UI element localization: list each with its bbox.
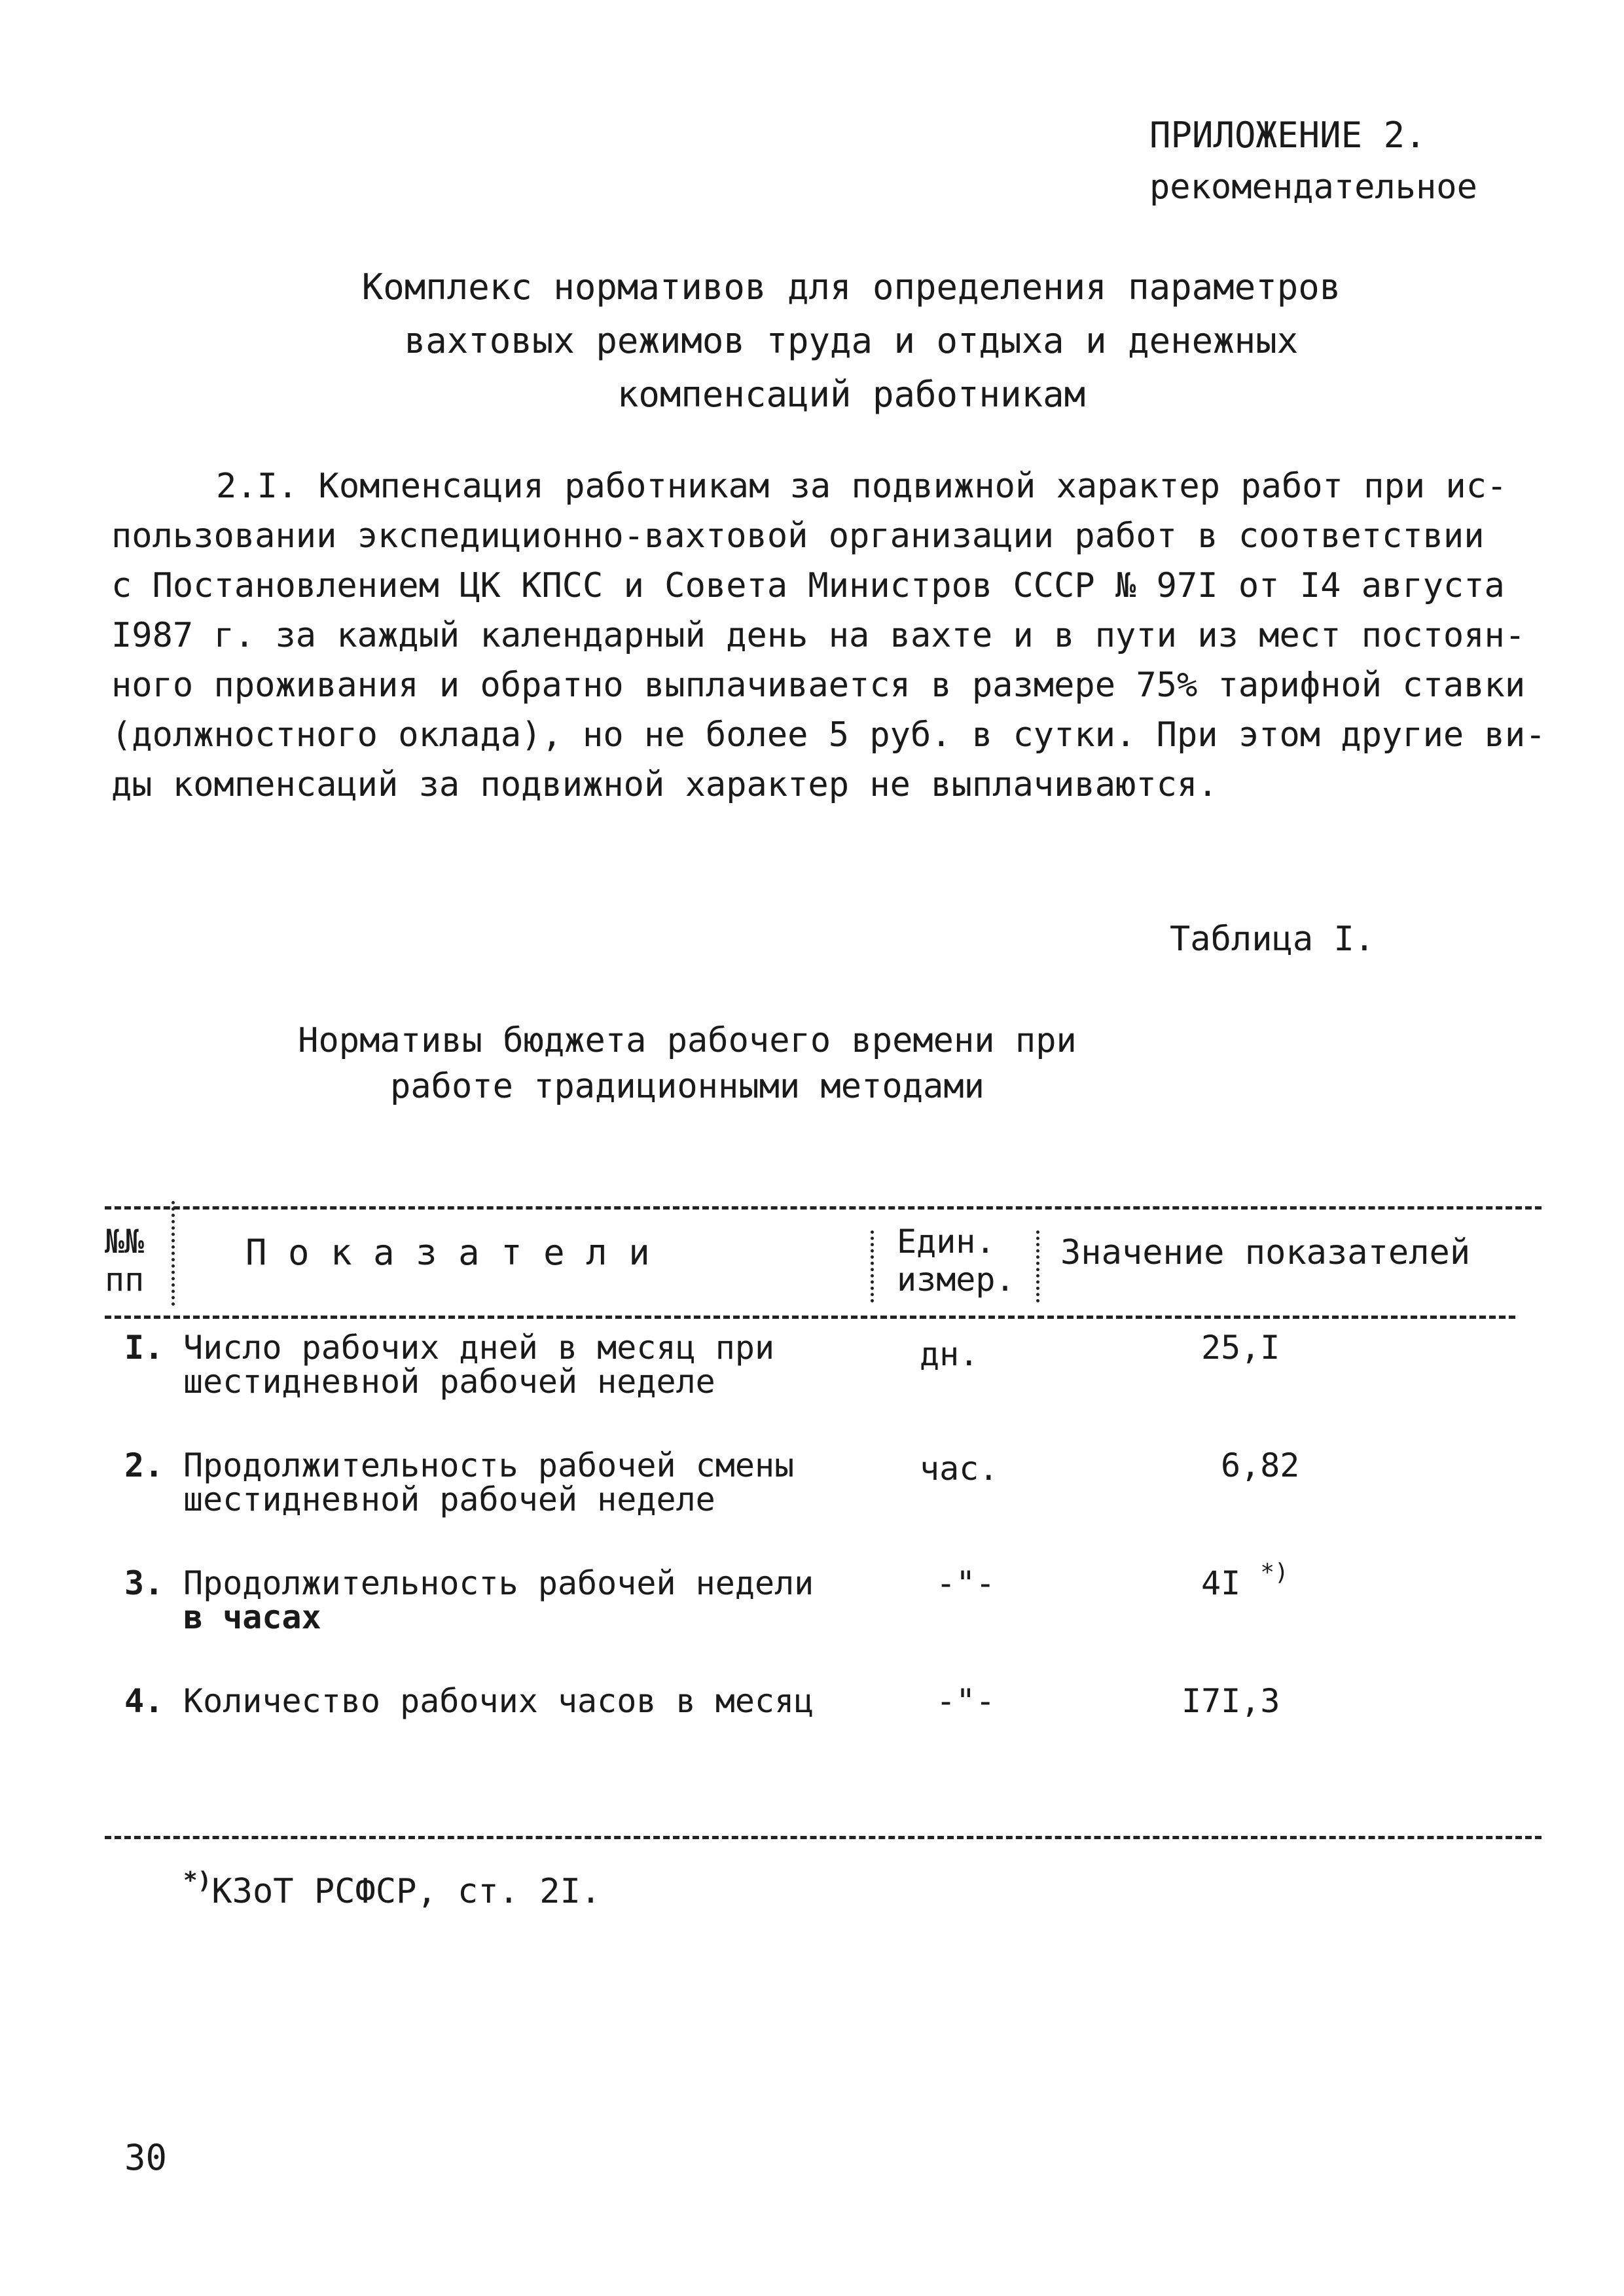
row-unit: -"- bbox=[936, 1564, 996, 1602]
header-unit-line: Един. bbox=[897, 1223, 996, 1261]
footnote-reference: *) bbox=[1260, 1559, 1289, 1586]
row-number: I. bbox=[124, 1329, 164, 1367]
row-unit: дн. bbox=[920, 1335, 979, 1373]
row-indicator-line: Продолжительность рабочей недели bbox=[183, 1564, 814, 1602]
header-num-line: №№ bbox=[105, 1223, 145, 1261]
paragraph-line: ного проживания и обратно выплачивается в размере 75% тарифной ставки bbox=[111, 666, 1526, 705]
paragraph-line: ды компенсаций за подвижной характер не выплачиваются. bbox=[111, 765, 1218, 804]
paragraph-2-1 bbox=[111, 461, 1546, 810]
row-value: 25,I bbox=[1201, 1329, 1280, 1367]
paragraph-line: I987 г. за каждый календарный день на вахте и в пути из мест постоян- bbox=[111, 616, 1526, 655]
header-indicator: П о к а з а т е л и bbox=[245, 1232, 650, 1273]
header-unit-line: измер. bbox=[897, 1261, 1015, 1299]
table-title-line: работе традиционными методами bbox=[390, 1067, 984, 1106]
row-unit: -"- bbox=[936, 1682, 996, 1720]
table-top-rule bbox=[105, 1206, 1542, 1210]
header-value: Значение показателей bbox=[1060, 1233, 1471, 1272]
row-indicator bbox=[183, 1446, 794, 1518]
row-value-number: 4I bbox=[1201, 1564, 1241, 1602]
footnote bbox=[183, 1867, 602, 1911]
row-value bbox=[1201, 1559, 1289, 1602]
paragraph-line: пользовании экспедиционно-вахтовой организации работ в соответствии bbox=[111, 516, 1485, 556]
row-indicator-line: Число рабочих дней в месяц при bbox=[183, 1329, 775, 1367]
paragraph-line: (должностного оклада), но не более 5 руб. в сутки. При этом другие ви- bbox=[111, 715, 1546, 755]
row-number: 2. bbox=[124, 1446, 164, 1484]
heading-line: компенсаций работникам bbox=[617, 374, 1086, 415]
paragraph-line: 2.I. Компенсация работникам за подвижной характер работ при ис- bbox=[216, 467, 1507, 506]
row-value: 6,82 bbox=[1221, 1446, 1300, 1484]
paragraph-line: с Постановлением ЦК КПСС и Совета Министров СССР № 97I от I4 августа bbox=[111, 566, 1505, 605]
header-num-line: пп bbox=[105, 1261, 145, 1299]
table-header-rule bbox=[105, 1316, 1515, 1319]
row-number: 3. bbox=[124, 1564, 164, 1602]
header-unit bbox=[897, 1223, 1015, 1299]
row-indicator-line: шестидневной рабочей неделе bbox=[183, 1363, 715, 1401]
row-value: I7I,3 bbox=[1182, 1682, 1280, 1720]
document-heading bbox=[0, 260, 1624, 422]
row-number: 4. bbox=[124, 1682, 164, 1720]
row-indicator-line: шестидневной рабочей неделе bbox=[183, 1480, 715, 1518]
header-num bbox=[105, 1223, 144, 1299]
row-indicator bbox=[183, 1564, 814, 1636]
row-indicator-line: в часах bbox=[183, 1598, 321, 1636]
table-title bbox=[196, 1018, 1178, 1109]
table-label: Таблица I. bbox=[1170, 920, 1375, 959]
column-separator bbox=[871, 1230, 874, 1302]
column-separator bbox=[171, 1201, 175, 1306]
page-number: 30 bbox=[124, 2137, 168, 2178]
appendix-title: ПРИЛОЖЕНИЕ 2. bbox=[1149, 115, 1426, 156]
row-indicator bbox=[183, 1329, 774, 1401]
table-title-line: Нормативы бюджета рабочего времени при bbox=[298, 1021, 1077, 1060]
column-separator bbox=[1036, 1230, 1039, 1302]
heading-line: вахтовых режимов труда и отдыха и денежных bbox=[404, 320, 1299, 361]
heading-line: Комплекс нормативов для определения параметров bbox=[361, 266, 1341, 308]
row-indicator-line: Количество рабочих часов в месяц bbox=[183, 1682, 814, 1720]
table-bottom-rule bbox=[105, 1836, 1542, 1839]
row-indicator-line: Продолжительность рабочей смены bbox=[183, 1446, 795, 1484]
row-indicator bbox=[183, 1682, 814, 1720]
footnote-text: КЗоТ РСФСР, ст. 2I. bbox=[211, 1872, 602, 1911]
appendix-subtitle: рекомендательное bbox=[1149, 168, 1477, 207]
footnote-mark: *) bbox=[183, 1867, 212, 1894]
row-unit: час. bbox=[920, 1450, 999, 1488]
